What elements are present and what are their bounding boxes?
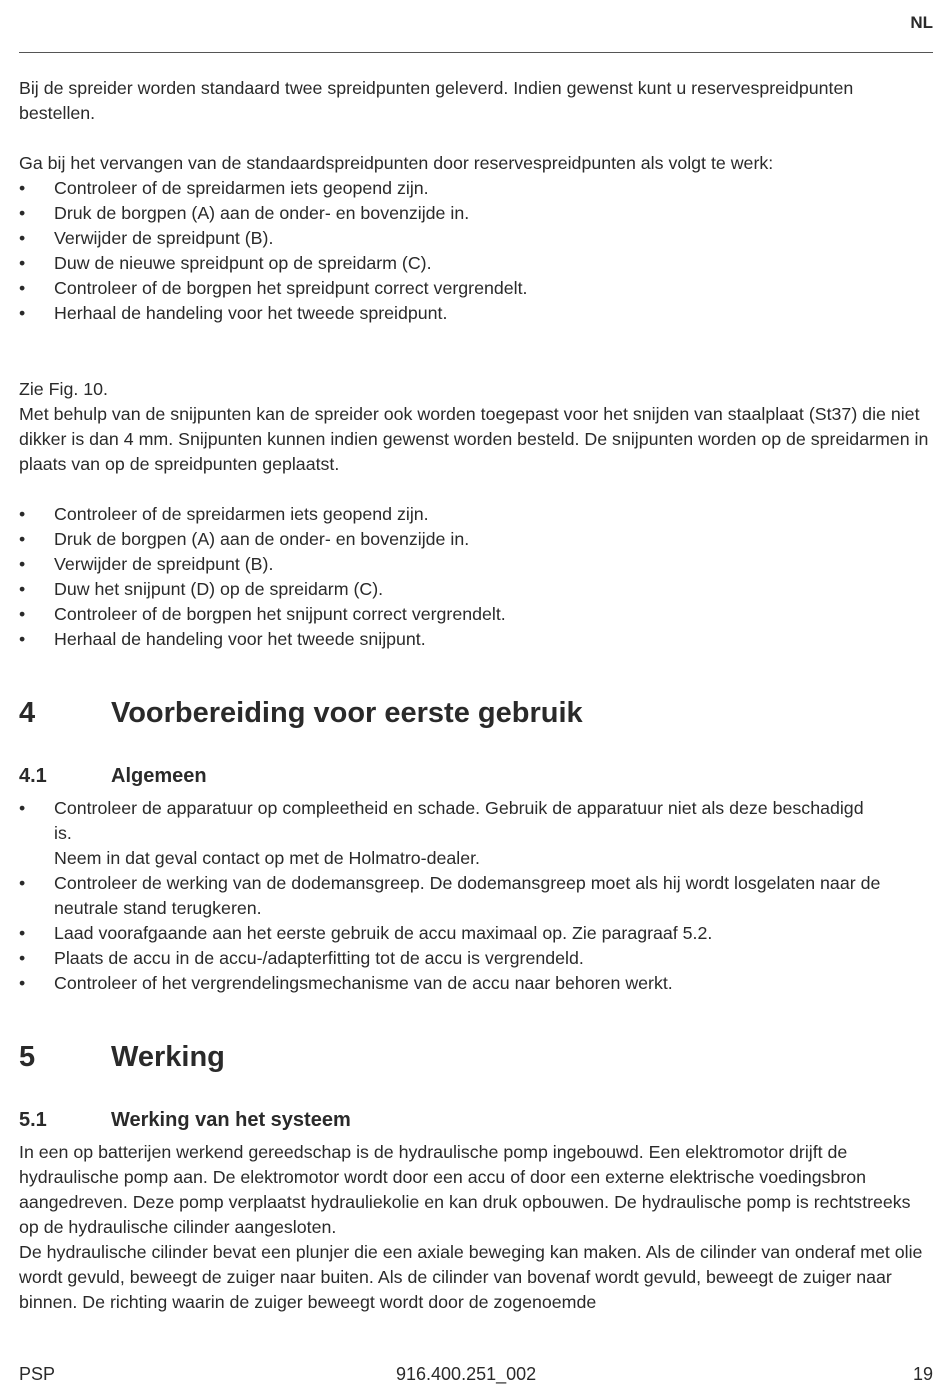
intro-bullet-list — [19, 176, 933, 326]
list-item: • Druk de borgpen (A) aan de onder- en bovenzijde in. — [19, 527, 933, 552]
section4-content — [19, 796, 933, 996]
header-divider — [19, 52, 933, 53]
cutting-bullet-list — [19, 502, 933, 652]
list-item: • Duw de nieuwe spreidpunt op de spreidarm (C). — [19, 251, 933, 276]
figure-reference: Zie Fig. 10. — [19, 379, 108, 399]
list-item: • Duw het snijpunt (D) op de spreidarm (C). — [19, 577, 933, 602]
bullet-icon: • — [19, 278, 26, 298]
bullet-icon: • — [19, 873, 26, 893]
bullet-icon: • — [19, 228, 26, 248]
bullet-icon: • — [19, 973, 26, 993]
section-number: 4 — [19, 697, 36, 729]
section4-bullet-list — [19, 796, 933, 996]
list-item: • Controleer of het vergrendelingsmechanisme van de accu naar behoren werkt. — [19, 971, 933, 996]
bullet-icon: • — [19, 604, 26, 624]
subsection-number: 5.1 — [19, 1109, 47, 1131]
section-title: Werking — [111, 1041, 225, 1073]
bullet-icon: • — [19, 203, 26, 223]
subsection-title: Algemeen — [111, 765, 207, 787]
body-paragraph: De hydraulische cilinder bevat een plunjer die een axiale beweging kan maken. Als de cilinder van onderaf met olie wordt gevuld, beweegt de zuiger naar buiten. Als de cilinder van bovenaf wordt gevuld, beweegt de zuiger naar binnen. De richting waarin de zuiger beweegt wordt door de zogenoemde — [19, 1242, 923, 1312]
list-item: • Druk de borgpen (A) aan de onder- en bovenzijde in. — [19, 201, 933, 226]
subsection-heading — [19, 1109, 351, 1132]
footer-product: PSP — [19, 1364, 56, 1384]
bullet-icon: • — [19, 554, 26, 574]
bullet-icon: • — [19, 178, 26, 198]
list-item: • Controleer of de borgpen het snijpunt correct vergrendelt. — [19, 602, 933, 627]
subsection-heading — [19, 765, 207, 788]
list-item: • Verwijder de spreidpunt (B). — [19, 226, 933, 251]
list-item: • Controleer de apparatuur op compleetheid en schade. Gebruik de apparatuur niet als deze beschadigd is. Neem in dat geval contact op met de Holmatro-dealer. — [19, 798, 864, 868]
intro-section — [19, 76, 933, 326]
language-label: NL — [910, 13, 933, 32]
list-item: • Herhaal de handeling voor het tweede spreidpunt. — [19, 301, 933, 326]
bullet-icon: • — [19, 948, 26, 968]
bullet-icon: • — [19, 504, 26, 524]
list-item: • Controleer of de spreidarmen iets geopend zijn. — [19, 502, 933, 527]
list-item: • Plaats de accu in de accu-/adapterfitting tot de accu is vergrendeld. — [19, 946, 933, 971]
bullet-icon: • — [19, 579, 26, 599]
subsection-number: 4.1 — [19, 765, 47, 787]
bullet-icon: • — [19, 629, 26, 649]
section-title: Voorbereiding voor eerste gebruik — [111, 697, 583, 729]
section-number: 5 — [19, 1041, 36, 1073]
subsection-title: Werking van het systeem — [111, 1109, 351, 1131]
list-item: • Controleer of de borgpen het spreidpunt correct vergrendelt. — [19, 276, 933, 301]
section5-content — [19, 1140, 933, 1315]
bullet-icon: • — [19, 303, 26, 323]
bullet-icon: • — [19, 923, 26, 943]
bullet-icon: • — [19, 253, 26, 273]
footer-document-number: 916.400.251_002 — [396, 1364, 537, 1384]
cutting-paragraph: Met behulp van de snijpunten kan de spreider ook worden toegepast voor het snijden van staalplaat (St37) die niet dikker is dan 4 mm. Snijpunten kunnen indien gewenst worden besteld. De snijpunten worden op de spreidarmen in plaats van op de spreidpunten geplaatst. — [19, 404, 929, 474]
intro-instruction: Ga bij het vervangen van de standaardspreidpunten door reservespreidpunten als volgt te werk: — [19, 153, 774, 173]
section-heading — [19, 1041, 225, 1074]
intro-paragraph: Bij de spreider worden standaard twee spreidpunten geleverd. Indien gewenst kunt u reservespreidpunten bestellen. — [19, 78, 854, 123]
cutting-section — [19, 377, 933, 652]
list-item: • Verwijder de spreidpunt (B). — [19, 552, 933, 577]
bullet-icon: • — [19, 529, 26, 549]
section-heading — [19, 697, 583, 730]
page-number: 19 — [912, 1364, 933, 1384]
list-item: • Herhaal de handeling voor het tweede snijpunt. — [19, 627, 933, 652]
list-item: • Controleer de werking van de dodemansgreep. De dodemansgreep moet als hij wordt losgelaten naar de neutrale stand terugkeren. — [19, 873, 881, 918]
body-paragraph: In een op batterijen werkend gereedschap is de hydraulische pomp ingebouwd. Een elektromotor drijft de hydraulische pomp aan. De elektromotor wordt door een accu of door een externe elektrische voedingsbron aangedreven. Deze pomp verplaatst hydrauliekolie en kan druk opbouwen. De hydraulische pomp is rechtstreeks op de hydraulische cilinder aangesloten. — [19, 1142, 911, 1237]
list-item: • Laad voorafgaande aan het eerste gebruik de accu maximaal op. Zie paragraaf 5.2. — [19, 921, 933, 946]
bullet-icon: • — [19, 798, 26, 818]
list-item: • Controleer of de spreidarmen iets geopend zijn. — [19, 176, 933, 201]
